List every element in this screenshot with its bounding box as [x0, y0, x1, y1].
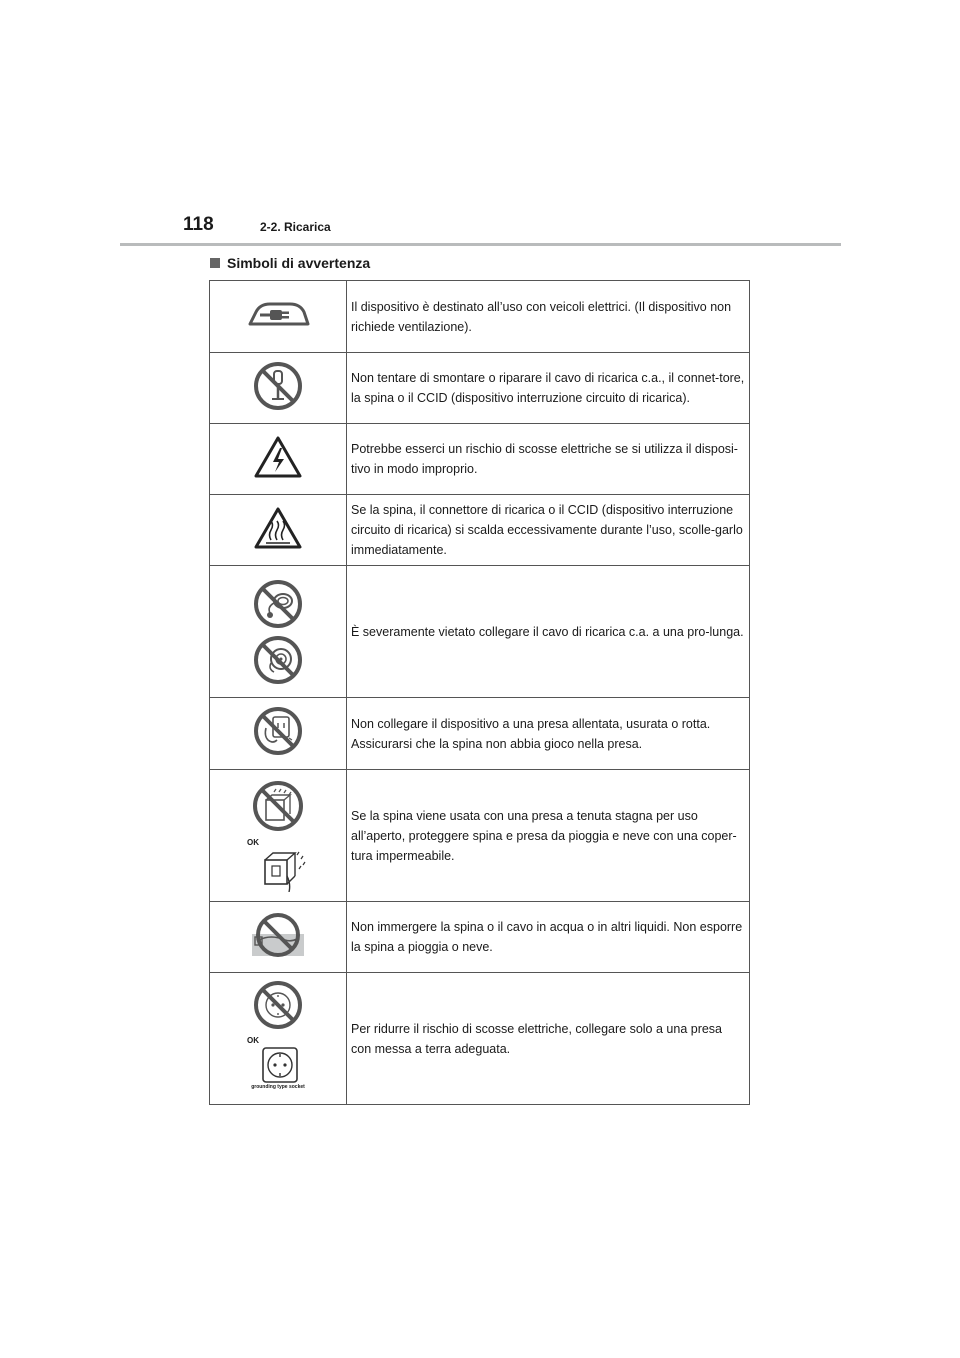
icon-cell [210, 973, 347, 1105]
ev-car-plug-icon [246, 298, 310, 330]
row-text: È severamente vietato collegare il cavo di ricarica c.a. a una pro-lunga. [347, 566, 750, 698]
no-immersion-icon [251, 912, 305, 958]
warning-symbols-table [209, 280, 750, 1105]
no-cable-reel-icon [253, 579, 303, 629]
icon-cell [210, 902, 347, 973]
icon-cell [210, 424, 347, 495]
grounded-socket-icon [210, 980, 346, 1098]
table-row [210, 281, 750, 353]
table-row [210, 353, 750, 424]
grounding-socket-icon [261, 1046, 299, 1084]
icon-cell [210, 770, 347, 902]
no-ungrounded-socket-icon [253, 980, 303, 1030]
row-text: Per ridurre il rischio di scosse elettriche, collegare solo a una presa con messa a terra adeguata. [347, 973, 750, 1105]
no-uncovered-outlet-icon [252, 780, 304, 832]
row-text: Il dispositivo è destinato all’uso con veicoli elettrici. (Il dispositivo non richiede ventilazione). [347, 281, 750, 353]
table-row [210, 770, 750, 902]
ok-example [243, 838, 313, 892]
weatherproof-cover-icon [210, 780, 346, 892]
row-text: Se la spina viene usata con una presa a tenuta stagna per uso all’aperto, proteggere spina e presa da pioggia e neve con una coper-tura impermeabile. [347, 770, 750, 902]
page-number: 118 [183, 214, 214, 235]
row-text: Non collegare il dispositivo a una presa allentata, usurata o rotta. Assicurarsi che la spina non abbia gioco nella presa. [347, 698, 750, 770]
section-title: 2-2. Ricarica [260, 220, 331, 234]
row-text: Non tentare di smontare o riparare il cavo di ricarica c.a., il connet-tore, la spina o il CCID (dispositivo interruzione circuito di ricarica). [347, 353, 750, 424]
no-extension-cord-icon [210, 579, 346, 685]
icon-cell [210, 353, 347, 424]
table-row [210, 698, 750, 770]
square-bullet-icon [210, 258, 220, 268]
table-row [210, 566, 750, 698]
row-text: Non immergere la spina o il cavo in acqua o in altri liquidi. Non esporre la spina a pioggia o neve. [347, 902, 750, 973]
table-row [210, 495, 750, 566]
icon-cell [210, 698, 347, 770]
ok-label: OK [247, 837, 259, 847]
header-divider [120, 243, 841, 246]
section-heading [210, 255, 370, 271]
heading-text: Simboli di avvertenza [227, 255, 371, 271]
no-disassembly-icon [253, 361, 303, 411]
row-text: Se la spina, il connettore di ricarica o il CCID (dispositivo interruzione circuito di ricarica) si scalda eccessivamente durante l’uso, scolle-garlo immediatamente. [347, 495, 750, 566]
icon-cell [210, 281, 347, 353]
ok-example [243, 1036, 313, 1098]
row-text: Potrebbe esserci un rischio di scosse elettriche se si utilizza il disposi-tivo in modo improprio. [347, 424, 750, 495]
hot-surface-warning-icon [253, 506, 303, 550]
no-loose-outlet-icon [253, 706, 303, 756]
socket-caption: grounding type socket [251, 1083, 305, 1090]
covered-outlet-icon [261, 848, 309, 892]
table-row [210, 973, 750, 1105]
electric-shock-warning-icon [253, 435, 303, 479]
icon-cell [210, 566, 347, 698]
icon-cell [210, 495, 347, 566]
ok-label: OK [247, 1035, 259, 1045]
table-row [210, 424, 750, 495]
no-extension-reel-icon [253, 635, 303, 685]
table-row [210, 902, 750, 973]
